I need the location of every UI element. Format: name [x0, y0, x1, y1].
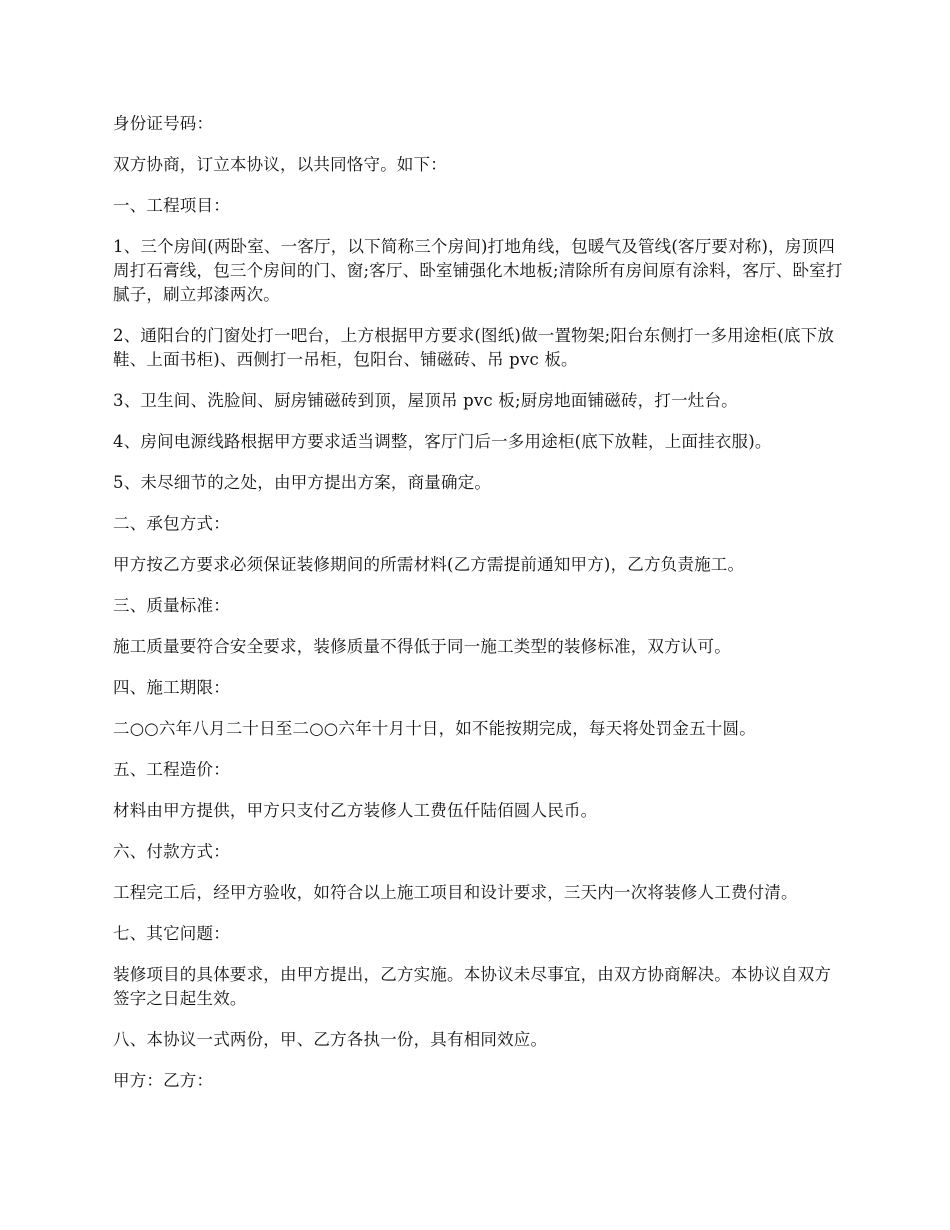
project-item-2: 2、通阳台的门窗处打一吧台，上方根据甲方要求(图纸)做一置物架;阳台东侧打一多用途柜(底下放鞋、上面书柜)、西侧打一吊柜，包阳台、铺磁砖、吊 pvc 板。	[113, 326, 835, 369]
document-body	[113, 112, 845, 1110]
section-heading-period: 四、施工期限：	[113, 678, 230, 697]
section-heading-project: 一、工程项目：	[113, 196, 230, 215]
period-paragraph: 二○○六年八月二十日至二○○六年十月十日，如不能按期完成，每天将处罚金五十圆。	[113, 719, 756, 738]
section-heading-other: 七、其它问题：	[113, 924, 230, 943]
section-heading-quality: 三、质量标准：	[113, 596, 230, 615]
contracting-paragraph: 甲方按乙方要求必须保证装修期间的所需材料(乙方需提前通知甲方)，乙方负责施工。	[113, 555, 745, 574]
cost-paragraph: 材料由甲方提供，甲方只支付乙方装修人工费伍仟陆佰圆人民币。	[113, 801, 598, 820]
quality-paragraph: 施工质量要符合安全要求，装修质量不得低于同一施工类型的装修标准，双方认可。	[113, 637, 731, 656]
project-item-1: 1、三个房间(两卧室、一客厅，以下简称三个房间)打地角线，包暖气及管线(客厅要对称)，房顶四周打石膏线，包三个房间的门、窗;客厅、卧室铺强化木地板;清除所有房间原有涂料，客厅、卧室打腻子，刷立邦漆两次。	[113, 237, 843, 304]
section-heading-contracting: 二、承包方式：	[113, 514, 230, 533]
section-heading-cost: 五、工程造价：	[113, 760, 230, 779]
signature-line: 甲方：乙方：	[113, 1071, 214, 1090]
payment-paragraph: 工程完工后，经甲方验收，如符合以上施工项目和设计要求，三天内一次将装修人工费付清。	[113, 883, 798, 902]
copies-paragraph: 八、本协议一式两份，甲、乙方各执一份，具有相同效应。	[113, 1030, 548, 1049]
project-item-4: 4、房间电源线路根据甲方要求适当调整，客厅门后一多用途柜(底下放鞋，上面挂衣服)。	[113, 432, 772, 451]
id-number-line: 身份证号码：	[113, 114, 214, 133]
project-item-5: 5、未尽细节的之处，由甲方提出方案，商量确定。	[113, 473, 492, 492]
other-paragraph: 装修项目的具体要求，由甲方提出，乙方实施。本协议未尽事宜，由双方协商解决。本协议自双方签字之日起生效。	[113, 965, 832, 1008]
project-item-3: 3、卫生间、洗脸间、厨房铺磁砖到顶，屋顶吊 pvc 板;厨房地面铺磁砖，打一灶台。	[113, 391, 738, 410]
section-heading-payment: 六、付款方式：	[113, 842, 230, 861]
intro-paragraph: 双方协商，订立本协议，以共同恪守。如下：	[113, 155, 447, 174]
